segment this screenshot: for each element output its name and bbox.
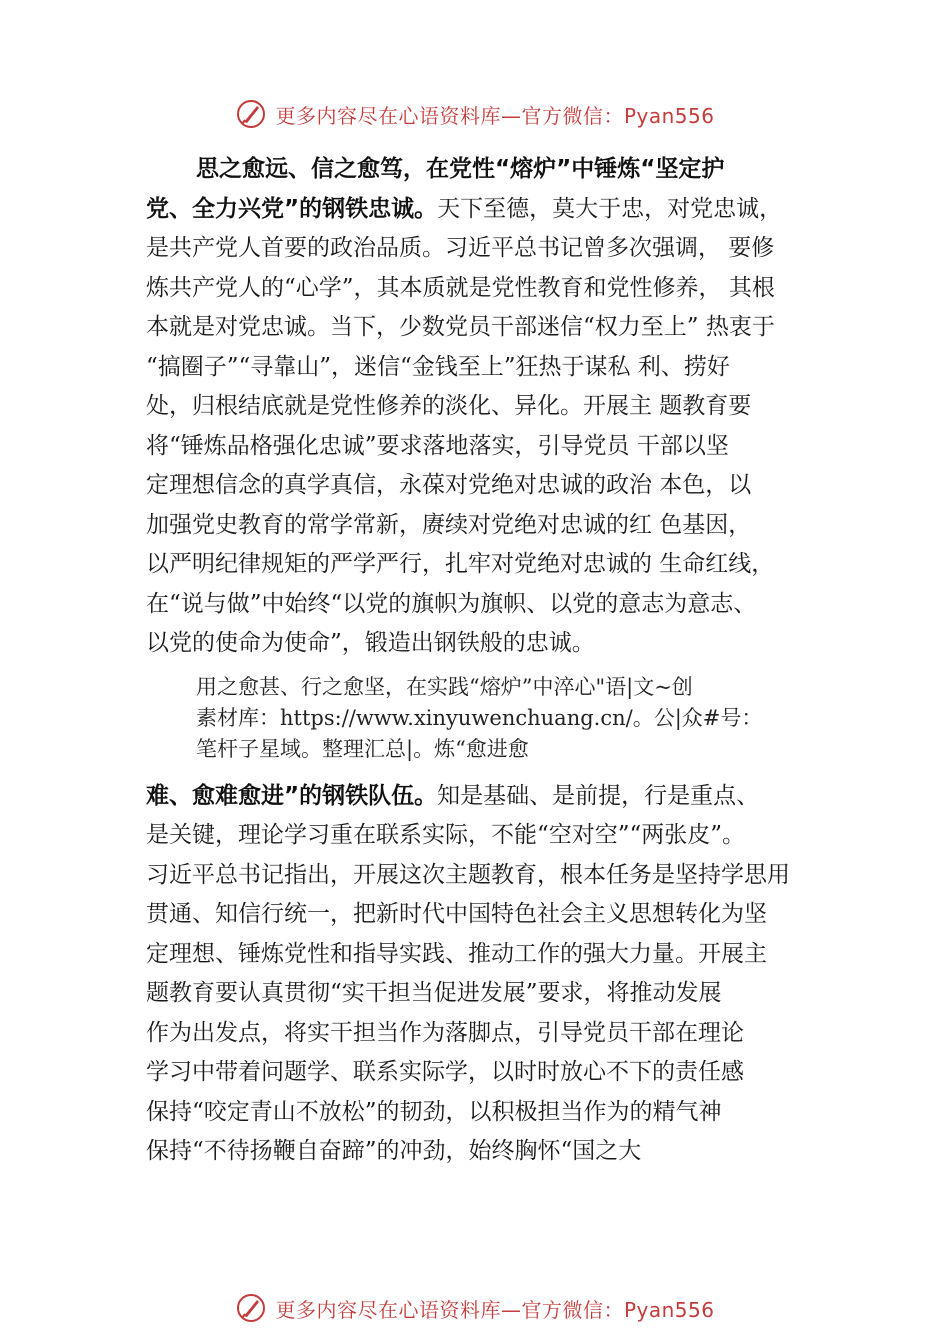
para2-heading: 难、愈难愈进”的钢铁队伍。: [146, 782, 438, 809]
para2-line2: 是关键，理论学习重在联系实际，不能“空对空”“两张皮”。: [146, 822, 746, 848]
footer-watermark: [0, 1290, 950, 1326]
para2-line7: 作为出发点，将实干担当作为落脚点，引导党员干部在理论: [146, 1019, 744, 1046]
para2-lead-line1: 用之愈甚、行之愈坚，在实践“熔炉”中淬心"语|文~创: [196, 674, 693, 699]
para1-line9: 定理想信念的真学真信，永葆对党绝对忠诚的政治 本色，以: [146, 472, 752, 498]
para1-line3: 是共产党人首要的政治品质。习近平总书记曾多次强调， 要修: [146, 235, 775, 261]
para2-line1: [146, 777, 836, 817]
para2-lead-line3: 笔杆子星域。整理汇总|。炼“愈进愈: [196, 736, 529, 761]
para1-line7: 处，归根结底就是党性修养的淡化、异化。开展主 题教育要: [146, 393, 752, 419]
header-watermark: [0, 96, 950, 132]
feather-pen-logo-icon: [235, 1292, 267, 1324]
para1-line13: 以党的使命为使命”，锻造出钢铁般的忠诚。: [146, 630, 595, 656]
para2-line5: 定理想、锤炼党性和指导实践、推动工作的强大力量。开展主: [146, 940, 767, 967]
feather-pen-logo-icon: [235, 98, 267, 130]
para2-lead-line2: 素材库：https://www.xinyuwenchuang.cn/。公|众#号：: [196, 705, 763, 730]
para2-line3: 习近平总书记指出，开展这次主题教育，根本任务是坚持学思用: [146, 861, 790, 888]
para1-line2-text: 天下至德，莫大于忠，对党忠诚，: [437, 195, 783, 222]
para2-line10: 保持“不待扬鞭自奋蹄”的冲劲，始终胸怀“国之大: [146, 1138, 642, 1164]
para1-line4: 炼共产党人的“心学”，其本质就是党性教育和党性修养， 其根: [146, 274, 775, 301]
para2-line9: 保持“咬定青山不放松”的韧劲，以积极担当作为的精气神: [146, 1098, 722, 1125]
document-body: [146, 150, 836, 1172]
para1-line12: 在“说与做”中始终“以党的旗帜为旗帜、以党的意志为意志、: [146, 590, 757, 617]
para1-line8: 将“锤炼品格强化忠诚”要求落地落实，引导党员 干部以坚: [146, 432, 729, 459]
para1-line2: [146, 190, 836, 230]
para1-line6: “搞圈子”“寻靠山”，迷信“金钱至上”狂热于谋私 利、捞好: [146, 353, 730, 380]
para2-line4: 贯通、知信行统一，把新时代中国特色社会主义思想转化为坚: [146, 901, 767, 927]
para1-heading-line2: 党、全力兴党”的钢铁忠诚。: [146, 195, 438, 222]
watermark-text: 更多内容尽在心语资料库—官方微信：Pyan556: [275, 103, 715, 128]
para2-line1-text: 知是基础、是前提，行是重点、: [437, 782, 760, 809]
para2-line6: 题教育要认真贯彻“实干担当促进发展”要求，将推动发展: [146, 980, 722, 1006]
para1-line5: 本就是对党忠诚。当下，少数党员干部迷信“权力至上” 热衷于: [146, 314, 775, 340]
para2-line8: 学习中带着问题学、联系实际学，以时时放心不下的责任感: [146, 1059, 744, 1085]
para1-line11: 以严明纪律规矩的严学严行，扎牢对党绝对忠诚的 生命红线，: [146, 551, 775, 577]
para1-line10: 加强党史教育的常学常新，赓续对党绝对忠诚的红 色基因，: [146, 511, 752, 538]
watermark-text: 更多内容尽在心语资料库—官方微信：Pyan556: [275, 1297, 715, 1322]
para1-heading-line1: 思之愈远、信之愈笃，在党性“熔炉”中锤炼“坚定护: [196, 156, 725, 182]
